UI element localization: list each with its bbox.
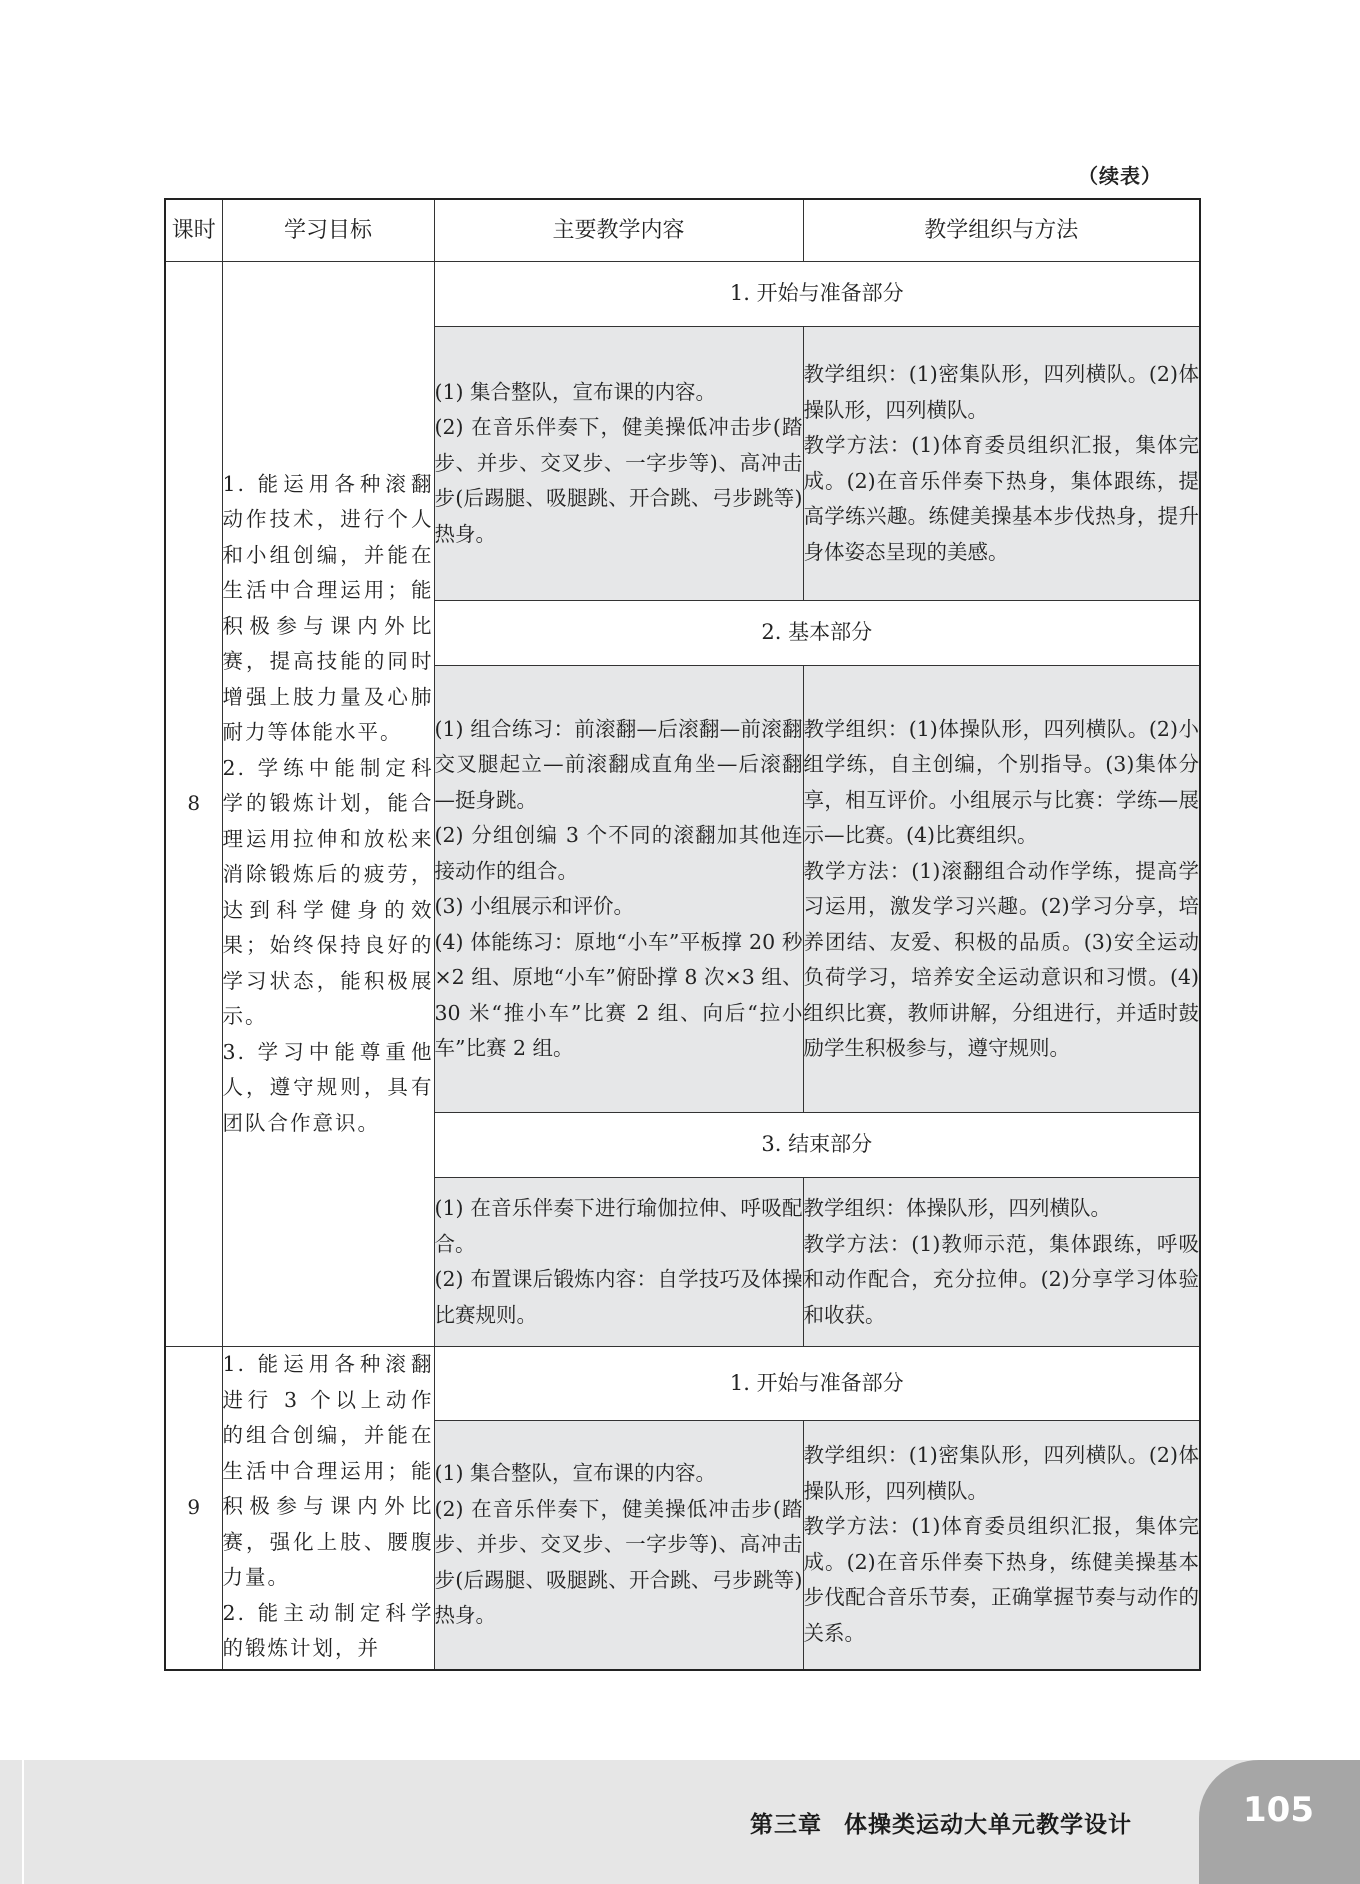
cell-paragraph: (2) 布置课后锻炼内容：自学技巧及体操比赛规则。: [434, 1267, 803, 1327]
goal-item: 3. 学习中能尊重他人，遵守规则，具有团队合作意识。: [222, 1039, 434, 1135]
chapter-heading: [750, 1806, 1132, 1839]
lesson-goals: [222, 262, 434, 1347]
teaching-content-cell: [434, 1178, 803, 1347]
cell-paragraph: 教学方法：(1)滚翻组合动作学练，提高学习运用，激发学习兴趣。(2)学习分享，培养团结、友爱、积极的品质。(3)安全运动负荷学习，培养安全运动意识和习惯。(4)组织比赛，教师讲解，分组进行，并适时鼓励学生积极参与，遵守规则。: [803, 858, 1199, 1060]
cell-paragraph: (1) 组合练习：前滚翻—后滚翻—前滚翻交叉腿起立—前滚翻成直角坐—后滚翻—挺身跳。: [434, 716, 803, 812]
teaching-content-cell: [434, 1421, 803, 1670]
goal-item: 1. 能运用各种滚翻进行 3 个以上动作的组合创编，并能在生活中合理运用；能积极参与课内外比赛，强化上肢、腰腹力量。: [222, 1352, 434, 1589]
cell-paragraph: 教学方法：(1)体育委员组织汇报，集体完成。(2)在音乐伴奏下热身，集体跟练，提高学练兴趣。练健美操基本步伐热身，提升身体姿态呈现的美感。: [803, 433, 1199, 564]
lesson-plan-table: [164, 198, 1201, 1671]
footer-edge-line: [22, 1760, 24, 1884]
page-footer: [0, 1760, 1360, 1884]
cell-paragraph: (2) 分组创编 3 个不同的滚翻加其他连接动作的组合。: [434, 823, 803, 883]
section-title-row: [165, 262, 1200, 327]
cell-paragraph: (1) 集合整队，宣布课的内容。: [434, 379, 717, 404]
cell-paragraph: 教学组织：(1)体操队形，四列横队。(2)小组学练，自主创编，个别指导。(3)集体分享，相互评价。小组展示与比赛：学练—展示—比赛。(4)比赛组织。: [803, 716, 1199, 847]
continued-table-label: （续表）: [1078, 164, 1162, 188]
goal-item: 2. 学练中能制定科学的锻炼计划，能合理运用拉伸和放松来消除锻炼后的疲劳，达到科学健身的效果；始终保持良好的学习状态，能积极展示。: [222, 755, 434, 1029]
header-learning-goals: 学习目标: [222, 199, 434, 262]
cell-paragraph: (3) 小组展示和评价。: [434, 894, 635, 918]
page-number: 105: [1243, 1790, 1314, 1830]
cell-paragraph: (2) 在音乐伴奏下，健美操低冲击步(踏步、并步、交叉步、一字步等)、高冲击步(后踢腿、吸腿跳、开合跳、弓步跳等)热身。: [434, 1496, 803, 1627]
section-title-row: [165, 1347, 1200, 1421]
goal-item: 2. 能主动制定科学的锻炼计划，并: [222, 1600, 434, 1660]
cell-paragraph: 教学组织：(1)密集队形，四列横队。(2)体操队形，四列横队。: [803, 362, 1199, 422]
lesson-goals: [222, 1347, 434, 1670]
chapter-title: 体操类运动大单元教学设计: [844, 1812, 1132, 1838]
section-title: 3. 结束部分: [434, 1113, 1200, 1178]
goals-text: [223, 1347, 434, 1667]
organization-method-cell: [803, 327, 1200, 601]
header-organization-method: 教学组织与方法: [803, 199, 1200, 262]
cell-paragraph: 教学方法：(1)教师示范，集体跟练，呼吸和动作配合，充分拉伸。(2)分享学习体验和收获。: [803, 1231, 1199, 1327]
lesson-period: 9: [165, 1347, 222, 1670]
header-teaching-content: 主要教学内容: [434, 199, 803, 262]
page-number-tab: [1199, 1760, 1360, 1884]
organization-method-cell: [803, 1178, 1200, 1347]
cell-paragraph: (1) 在音乐伴奏下进行瑜伽拉伸、呼吸配合。: [434, 1196, 803, 1256]
goal-item: 1. 能运用各种滚翻动作技术，进行个人和小组创编，并能在生活中合理运用；能积极参与课内外比赛，提高技能的同时增强上肢力量及心肺耐力等体能水平。: [222, 471, 434, 745]
cell-paragraph: (4) 体能练习：原地“小车”平板撑 20 秒×2 组、原地“小车”俯卧撑 8 次×3 组、30 米“推小车”比赛 2 组、向后“拉小车”比赛 2 组。: [434, 929, 803, 1060]
teaching-content-cell: [434, 666, 803, 1113]
cell-paragraph: 教学组织：体操队形，四列横队。: [803, 1196, 1111, 1220]
goals-text: [223, 467, 434, 1142]
section-title: 1. 开始与准备部分: [434, 1347, 1200, 1421]
teaching-content-cell: [434, 327, 803, 601]
cell-paragraph: 教学方法：(1)体育委员组织汇报，集体完成。(2)在音乐伴奏下热身，练健美操基本步伐配合音乐节奏，正确掌握节奏与动作的关系。: [803, 1514, 1199, 1645]
organization-method-cell: [803, 1421, 1200, 1670]
chapter-number: 第三章: [750, 1812, 822, 1838]
section-title: 2. 基本部分: [434, 601, 1200, 666]
header-period: 课时: [165, 199, 222, 262]
cell-paragraph: 教学组织：(1)密集队形，四列横队。(2)体操队形，四列横队。: [803, 1443, 1199, 1503]
section-title: 1. 开始与准备部分: [434, 262, 1200, 327]
cell-paragraph: (2) 在音乐伴奏下，健美操低冲击步(踏步、并步、交叉步、一字步等)、高冲击步(后踢腿、吸腿跳、开合跳、弓步跳等)热身。: [434, 415, 803, 546]
table-header-row: [165, 199, 1200, 262]
lesson-period: 8: [165, 262, 222, 1347]
organization-method-cell: [803, 666, 1200, 1113]
cell-paragraph: (1) 集合整队，宣布课的内容。: [434, 1461, 717, 1485]
